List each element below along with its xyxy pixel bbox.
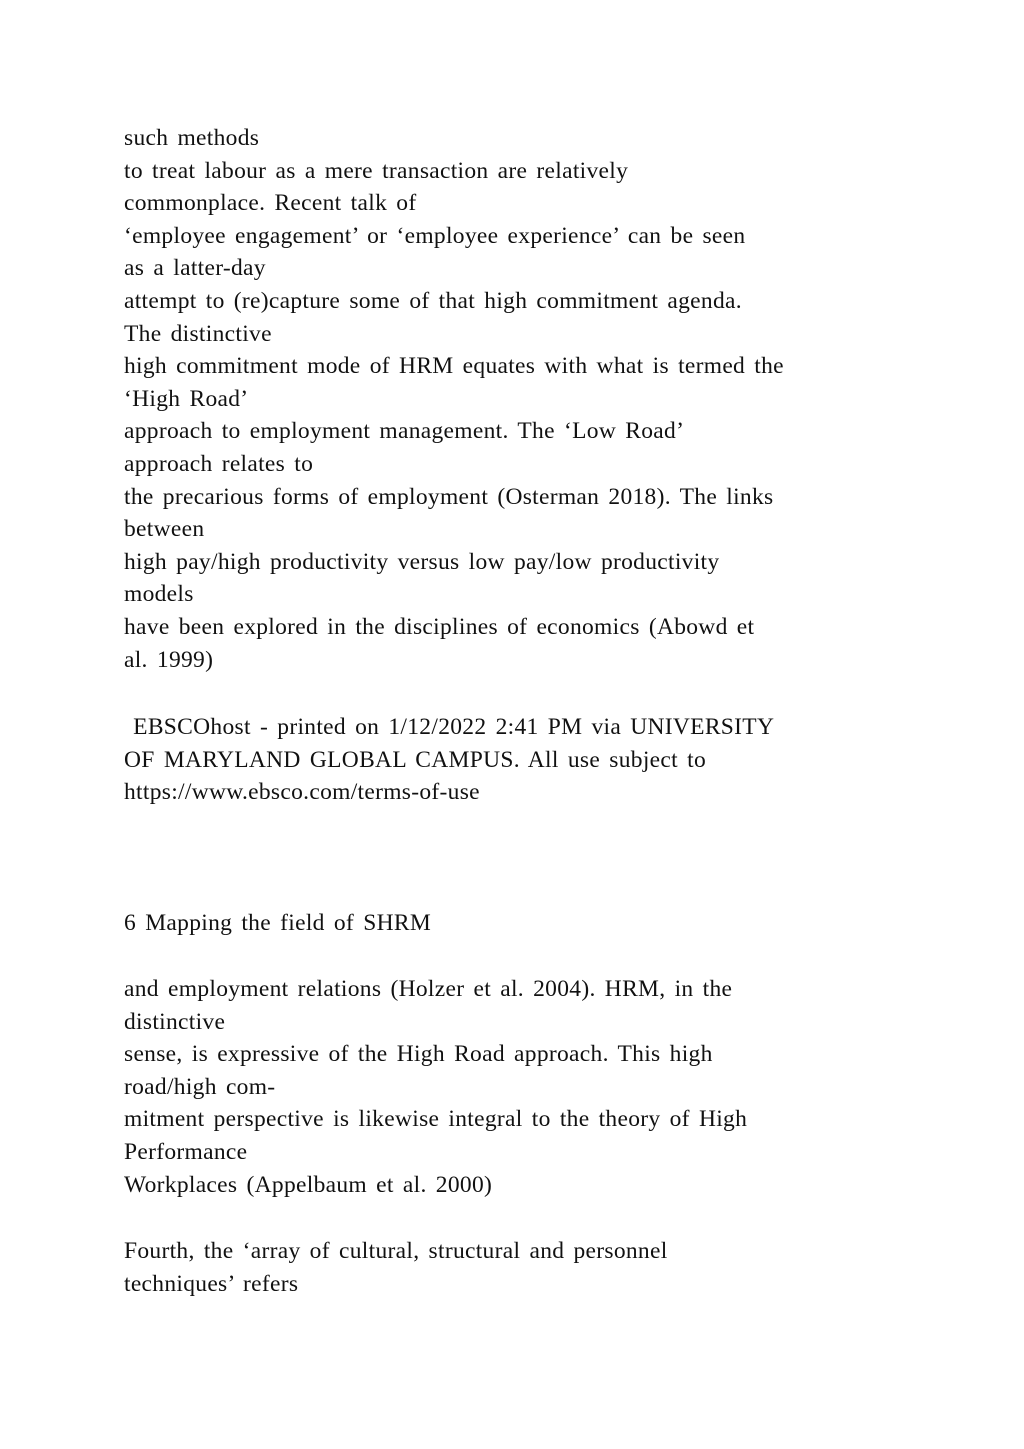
text-line: Performance bbox=[124, 1138, 248, 1165]
notice-line: OF MARYLAND GLOBAL CAMPUS. All use subject to bbox=[124, 746, 706, 773]
text-line: Workplaces (Appelbaum et al. 2000) bbox=[124, 1171, 493, 1198]
text-line: to treat labour as a mere transaction are relatively bbox=[124, 157, 629, 184]
text-line: commonplace. Recent talk of bbox=[124, 190, 417, 217]
text-line: al. 1999) bbox=[124, 646, 214, 673]
text-line: distinctive bbox=[124, 1008, 226, 1035]
text-line: Fourth, the ‘array of cultural, structural and personnel bbox=[124, 1238, 668, 1264]
text-line: sense, is expressive of the High Road approach. This high bbox=[124, 1041, 713, 1068]
text-line: models bbox=[124, 581, 194, 608]
notice-line: EBSCOhost - printed on 1/12/2022 2:41 PM via UNIVERSITY bbox=[124, 714, 775, 740]
text-line: techniques’ refers bbox=[124, 1270, 299, 1297]
text-line: mitment perspective is likewise integral to the theory of High bbox=[124, 1106, 748, 1133]
text-line: the precarious forms of employment (Osterman 2018). The links bbox=[124, 483, 774, 510]
text-line: approach to employment management. The ‘Low Road’ bbox=[124, 418, 685, 445]
text-line: approach relates to bbox=[124, 450, 314, 477]
body-paragraph bbox=[124, 973, 954, 1201]
terms-of-use-url[interactable]: https://www.ebsco.com/terms-of-use bbox=[124, 779, 480, 806]
text-line: high commitment mode of HRM equates with what is termed the bbox=[124, 353, 784, 380]
running-header bbox=[124, 907, 954, 940]
page-header-text: 6 Mapping the field of SHRM bbox=[124, 910, 432, 936]
body-paragraph bbox=[124, 122, 954, 676]
text-line: between bbox=[124, 516, 205, 543]
text-line: high pay/high productivity versus low pay/low productivity bbox=[124, 548, 720, 575]
text-line: and employment relations (Holzer et al. 2004). HRM, in the bbox=[124, 976, 733, 1002]
text-line: ‘High Road’ bbox=[124, 385, 249, 412]
text-line: such methods bbox=[124, 125, 260, 151]
text-line: as a latter-day bbox=[124, 255, 266, 282]
text-line: ‘employee engagement’ or ‘employee experience’ can be seen bbox=[124, 222, 746, 249]
ebsco-print-notice bbox=[124, 711, 954, 809]
text-line: The distinctive bbox=[124, 320, 272, 347]
text-line: have been explored in the disciplines of economics (Abowd et bbox=[124, 613, 755, 640]
text-line: road/high com- bbox=[124, 1073, 276, 1100]
text-line: attempt to (re)capture some of that high commitment agenda. bbox=[124, 287, 742, 314]
body-paragraph bbox=[124, 1235, 954, 1300]
